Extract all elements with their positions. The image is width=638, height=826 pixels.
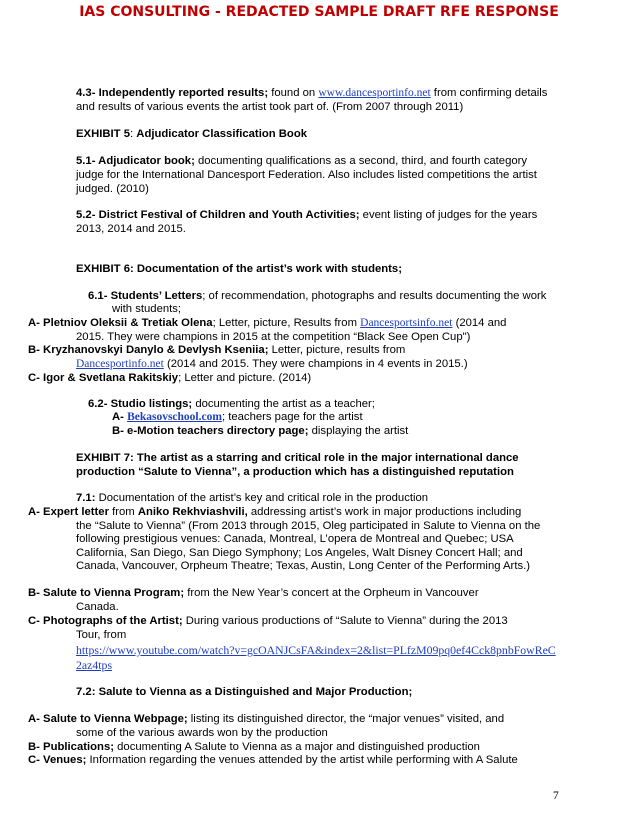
section-5-1-text: documenting qualifications as a second, third, and fourth category [194,155,528,167]
youtube-link-line-2[interactable]: 2az4tps [76,658,113,672]
item-a7-label: A- Expert letter [28,506,109,518]
page-number: 7 [553,790,559,802]
section-4-3-text-2: from confirming details [430,87,548,99]
item-b7-label: B- Salute to Vienna Program; [28,587,185,599]
item-c-photographs [28,614,508,628]
item-a-text: ; Letter, picture, Results from [212,317,361,329]
item-a72-line-2: some of the various awards won by the production [76,727,328,739]
section-7-2-heading: 7.2: Salute to Vienna as a Distinguished and Major Production; [76,686,413,698]
item-b72-text: documenting A Salute to Vienna as a major and distinguished production [113,741,480,753]
exhibit-5-sep: : [130,128,137,140]
item-a7-line: following prestigious venues: Canada, Montreal, L’opera de Montreal and Quebec; USA [76,533,514,545]
section-6-1-text: ; of recommendation, photographs and results documenting the work [202,290,547,302]
item-a-expert-letter [28,505,521,519]
section-6-2-a [112,410,363,424]
item-a72-text: listing its distinguished director, the “major venues” visited, and [187,713,505,725]
item-b-program [28,586,479,600]
item-b-text: Letter, picture, results from [268,344,406,356]
exhibit-5-label: EXHIBIT 5 [76,128,130,140]
youtube-link-cont[interactable] [76,658,112,673]
item-c-label: C- Igor & Svetlana Rakitskiy [28,372,179,384]
section-6-1 [88,289,546,303]
exhibit-7-heading-line-2: production “Salute to Vienna”, a production which has a distinguished reputation [76,466,514,478]
dancesportinfo-link[interactable]: www.dancesportinfo.net [318,87,431,99]
section-6-2 [88,397,375,411]
exhibit-5-title: Adjudicator Classification Book [136,128,308,140]
section-5-1-line-3: judged. (2010) [76,183,149,195]
item-c7-line-2: Tour, from [76,629,127,641]
item-a72-label: A- Salute to Vienna Webpage; [28,713,188,725]
section-5-2 [76,208,537,222]
section-5-2-line-2: 2013, 2014 and 2015. [76,223,186,235]
section-6-1-line-2: with students; [112,303,182,315]
item-b7-text: from the New Year’s concert at the Orpheum in Vancouver [184,587,479,599]
dancesportinfo-link-2[interactable]: Dancesportinfo.net [76,358,164,370]
item-a7-line: the “Salute to Vienna” (From 2013 through 2015, Oleg participated in Salute to Vienna on the [76,520,541,532]
dancesportsinfo-link[interactable]: Dancesportsinfo.net [360,317,453,329]
item-a-pletniov [28,316,506,330]
section-5-1 [76,154,527,168]
exhibit-6-heading: EXHIBIT 6: Documentation of the artist’s work with students; [76,263,402,275]
section-6-2-b-label: B- e-Motion teachers directory page; [112,425,309,437]
item-b-text-2: (2014 and 2015. They were champions in 4 events in 2015.) [163,358,468,370]
item-b7-line-2: Canada. [76,601,119,613]
section-7-1-label: 7.1: [76,492,96,504]
item-b-label: B- Kryzhanovskyi Danylo & Devlysh Kseniia; [28,344,269,356]
item-b-kryzhanovskyi [28,343,405,357]
item-c-text: ; Letter and picture. (2014) [178,372,312,384]
bekasovschool-link[interactable]: Bekasovschool.com [127,411,222,423]
section-4-3-label: 4.3- Independently reported results; [76,87,269,99]
item-a-label: A- Pletniov Oleksii & Tretiak Olena [28,317,213,329]
exhibit-7-heading: EXHIBIT 7: The artist as a starring and critical role in the major international dance [76,452,519,464]
item-a-webpage [28,712,504,726]
item-a7-line: California, San Diego, San Diego Symphony; Los Angeles, Walt Disney Concert Hall; and [76,547,523,559]
youtube-link[interactable] [76,643,556,658]
youtube-link-line-1[interactable]: https://www.youtube.com/watch?v=gcOANJCsFA&index=2&list=PLfzM09pq0ef4Cck8pnbFowReC [76,643,556,657]
section-5-1-line-2: judge for the International Dancesport Federation. Also includes listed competitions the artist [76,169,537,181]
section-7-1 [76,491,428,505]
section-5-2-text: event listing of judges for the years [359,209,538,221]
section-4-3 [76,86,547,100]
section-6-2-label: 6.2- Studio listings; [88,398,193,410]
item-b72-label: B- Publications; [28,741,114,753]
section-4-3-line-2: and results of various events the artist took part of. (From 2007 through 2011) [76,101,464,113]
item-a7-line: Canada, Vancouver, Orpheum Theatre; Texas, Austin, Long Center of the Performing Arts.) [76,560,531,572]
item-c-rakitskiy [28,371,311,385]
item-b-publications [28,740,480,754]
document-header: IAS CONSULTING - REDACTED SAMPLE DRAFT RFE RESPONSE [79,4,559,20]
item-c72-label: C- Venues; [28,754,87,766]
section-5-1-label: 5.1- Adjudicator book; [76,155,195,167]
item-c-venues [28,753,518,767]
item-c7-label: C- Photographs of the Artist; [28,615,183,627]
section-6-2-a-text: ; teachers page for the artist [221,411,363,423]
item-a7-text: from [108,506,138,518]
exhibit-5-heading [76,127,307,141]
section-6-1-label: 6.1- Students’ Letters [88,290,203,302]
item-a7-text-2: addressing artist’s work in major productions including [247,506,522,518]
item-c72-text: Information regarding the venues attended by the artist while performing with A Salute [86,754,518,766]
item-a7-name: Aniko Rekhviashvili, [137,506,248,518]
section-7-1-text: Documentation of the artist’s key and critical role in the production [95,492,429,504]
section-4-3-text: found on [268,87,319,99]
item-a-text-2: (2014 and [452,317,507,329]
item-c7-text: During various productions of “Salute to Vienna” during the 2013 [182,615,508,627]
item-a-line-2: 2015. They were champions in 2015 at the competition “Black See Open Cup") [76,331,471,343]
section-6-2-b-text: displaying the artist [308,425,409,437]
section-6-2-text: documenting the artist as a teacher; [192,398,375,410]
section-6-2-b [112,424,408,438]
section-6-2-a-label: A- [112,411,128,423]
section-5-2-label: 5.2- District Festival of Children and Youth Activities; [76,209,360,221]
item-b-line-2 [76,357,468,371]
